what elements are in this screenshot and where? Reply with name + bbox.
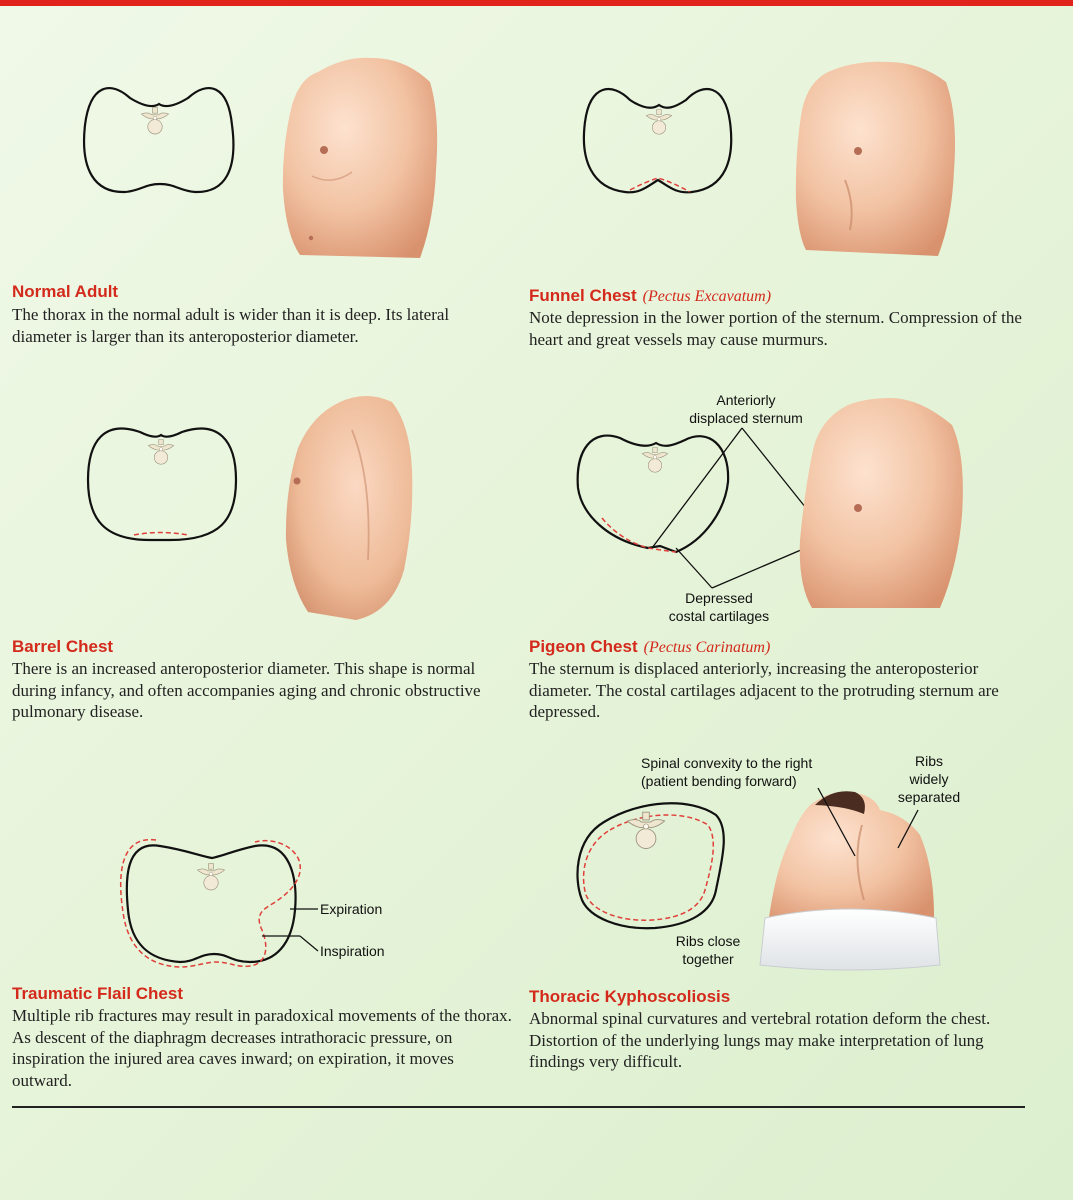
ribs-widely-separated-label: Ribs widely separated	[897, 753, 961, 805]
funnel-chest-torso	[796, 62, 955, 256]
pigeon-chest-description: The sternum is displaced anteriorly, increasing the anteroposterior diameter. The costal cartilages adjacent to the protruding sternum are depressed.	[529, 659, 999, 721]
inspiration-label: Inspiration	[320, 943, 385, 959]
funnel-chest-latin: (Pectus Excavatum)	[642, 288, 772, 305]
pigeon-chest-torso	[800, 398, 963, 608]
funnel-chest-cross-section	[584, 89, 731, 192]
kyphoscoliosis-title: Thoracic Kyphoscoliosis	[529, 987, 731, 1006]
barrel-chest-cross-section	[88, 429, 236, 540]
pigeon-chest-latin: (Pectus Carinatum)	[643, 639, 771, 656]
kyphoscoliosis-description: Abnormal spinal curvatures and vertebral rotation deform the chest. Distortion of the underlying lungs may make interpretation of lung findings very difficult.	[529, 1009, 991, 1071]
pigeon-chest-title: Pigeon Chest (Pectus Carinatum)	[529, 637, 771, 656]
barrel-chest-title: Barrel Chest	[12, 637, 114, 656]
spinal-convexity-label: Spinal convexity to the right (patient bending forward)	[641, 755, 813, 789]
normal-adult-cross-section	[84, 88, 233, 192]
depressed-costal-cartilages-label: Depressed costal cartilages	[668, 590, 770, 624]
kyphoscoliosis-back	[760, 788, 940, 970]
funnel-chest-title: Funnel Chest (Pectus Excavatum)	[529, 286, 772, 305]
ribs-close-together-label: Ribs close together	[675, 933, 741, 967]
barrel-chest-torso	[286, 396, 412, 620]
normal-adult-torso	[283, 58, 437, 258]
bottom-divider	[12, 1106, 1025, 1108]
expiration-label: Expiration	[320, 901, 383, 917]
flail-chest-description: Multiple rib fractures may result in paradoxical movements of the thorax. As descent of the diaphragm decreases intrathoracic pressure, on inspiration the injured area caves inward; on expiration, it moves outward.	[12, 1006, 512, 1090]
flail-chest-cross-section	[121, 840, 318, 967]
normal-adult-description: The thorax in the normal adult is wider than it is deep. Its lateral diameter is larger than its anteroposterior diameter.	[12, 305, 450, 346]
flail-chest-title: Traumatic Flail Chest	[12, 984, 183, 1003]
funnel-chest-description: Note depression in the lower portion of the sternum. Compression of the heart and great vessels may cause murmurs.	[529, 308, 1022, 349]
anteriorly-displaced-sternum-label: Anteriorly displaced sternum	[689, 392, 803, 426]
normal-adult-title: Normal Adult	[12, 282, 119, 301]
barrel-chest-description: There is an increased anteroposterior diameter. This shape is normal during infancy, and often accompanies aging and chronic obstructive pulmonary disease.	[12, 659, 481, 721]
